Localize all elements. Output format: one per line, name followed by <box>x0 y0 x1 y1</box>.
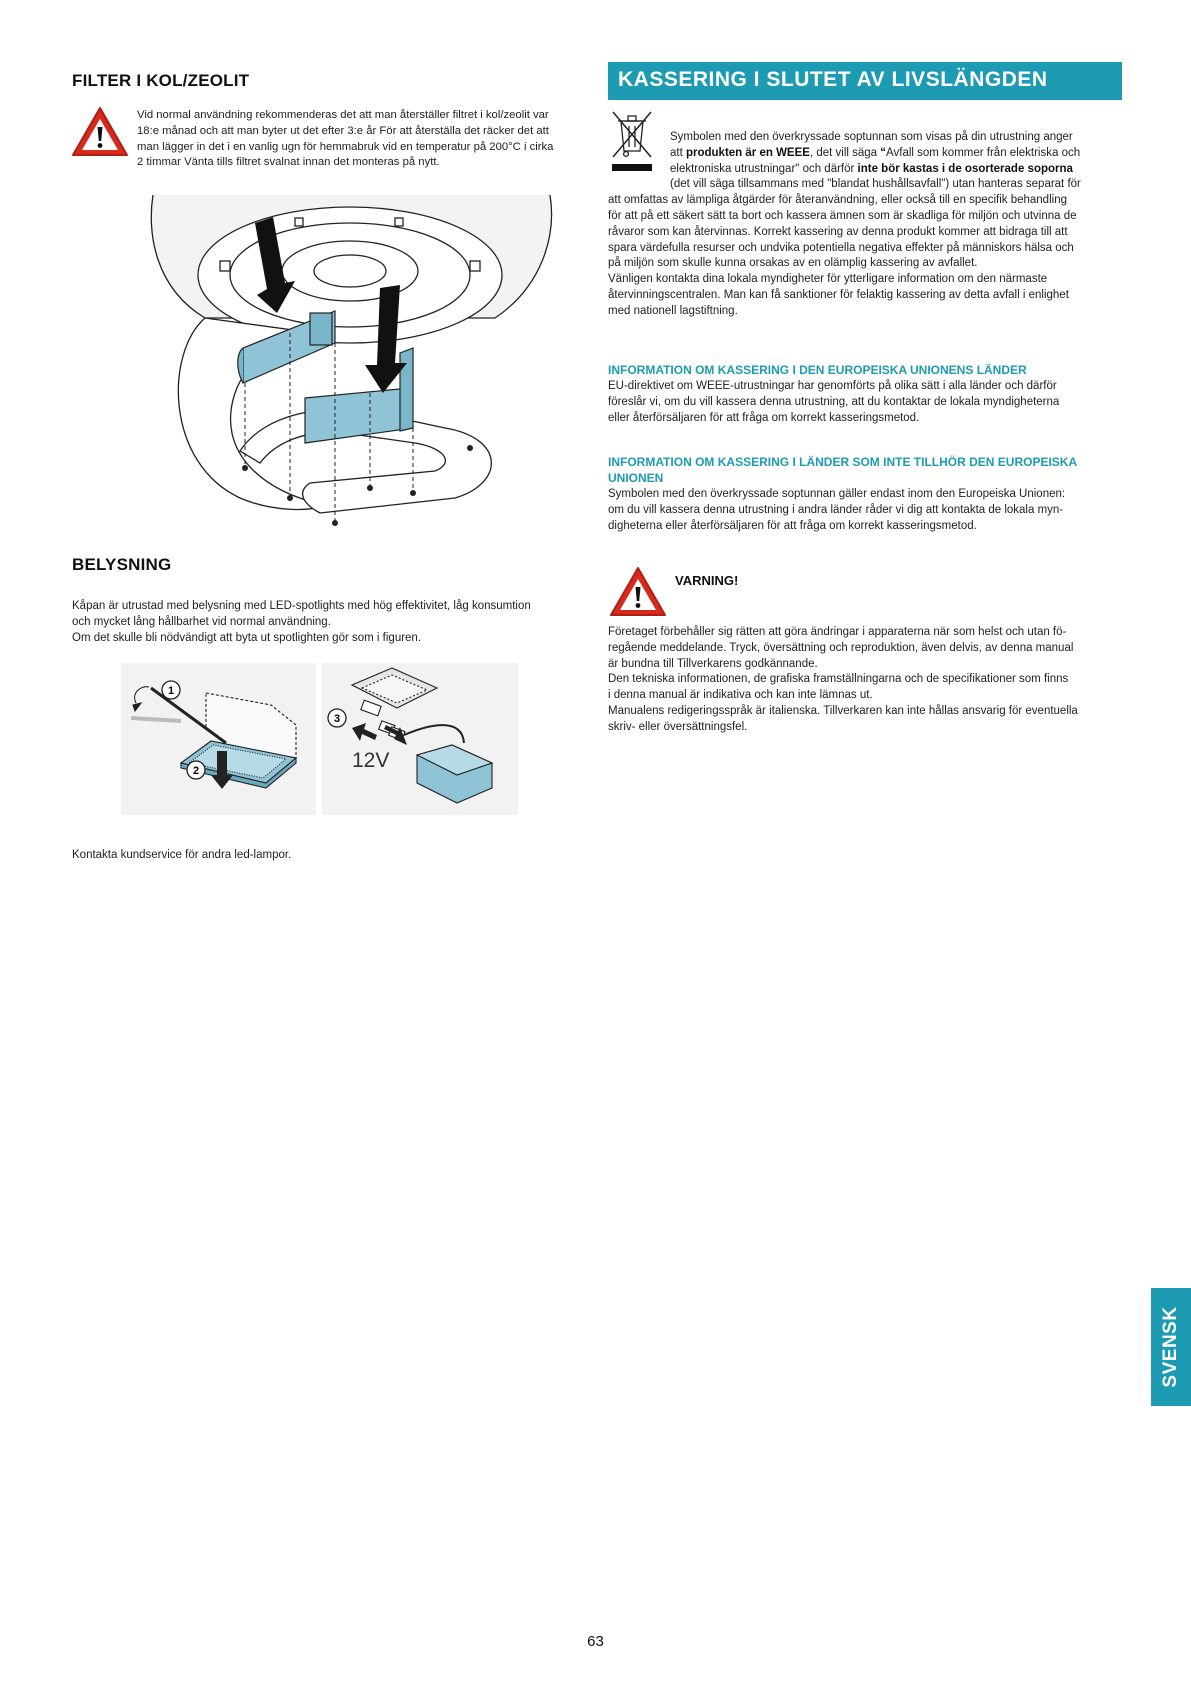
text-line: 18:e månad och att man byter ut det efter 3:e år För att återställa det räcker det att <box>137 124 549 137</box>
language-tab-label: SVENSK <box>1160 1306 1181 1388</box>
lighting-heading: BELYSNING <box>72 555 172 574</box>
text-line: spara värdefulla resurser och undvika potentiella negativa effekter på människors hälsa och <box>608 241 1074 254</box>
filter-heading: FILTER I KOL/ZEOLIT <box>72 71 250 90</box>
filter-text <box>137 108 577 171</box>
text-line: i denna manual är indikativa och kan inte lämnas ut. <box>608 689 873 702</box>
text-line: om du vill kassera denna utrustning i andra länder råder vi dig att kontakta de lokala myn- <box>608 503 1064 516</box>
warning-text <box>608 625 1122 736</box>
text-line: att omfattas av lämpliga åtgärder för återanvändning, eller också till en specifik behandling <box>608 194 1067 207</box>
text-line: Om det skulle bli nödvändigt att byta ut spotlighten gör som i figuren. <box>72 631 422 644</box>
text-line: och mycket lång hållbarhet vid normal användning. <box>72 615 331 628</box>
step-label-3: 3 <box>333 713 341 725</box>
text-line: elektroniska utrustningar" och därför inte bör kastas i de osorterade soporna <box>670 162 1073 175</box>
text-line: Manualens redigeringsspråk är italienska. Tillverkaren kan inte hållas ansvarig för eventuella <box>608 704 1078 717</box>
warning-triangle-icon <box>608 565 668 619</box>
text-line: på miljön som skulle kunna orsakas av en olämplig kassering av avfallet. <box>608 257 978 270</box>
eu-info-heading: INFORMATION OM KASSERING I DEN EUROPEISKA UNIONENS LÄNDER <box>608 363 1027 377</box>
warning-triangle-icon <box>70 105 130 159</box>
heading-line: INFORMATION OM KASSERING I LÄNDER SOM INTE TILLHÖR DEN EUROPEISKA <box>608 455 1078 469</box>
text-line: regående meddelande. Tryck, översättning och reproduktion, även delvis, av denna manual <box>608 641 1074 654</box>
voltage-label: 12V <box>352 749 390 772</box>
text-line: 2 timmar Vänta tills filtret svalnat innan det monteras på nytt. <box>137 156 440 169</box>
disposal-banner-title: KASSERING I SLUTET AV LIVSLÄNGDEN <box>618 68 1048 91</box>
warning-heading: VARNING! <box>675 573 739 588</box>
text-line: återvinningscentralen. Man kan få sanktioner för felaktig kassering av detta avfall i enlighet <box>608 288 1069 301</box>
text-line: Företaget förbehåller sig rätten att göra ändringar i apparaterna när som helst och utan fö- <box>608 626 1067 638</box>
non-eu-info-text <box>608 487 1122 534</box>
led-service-note: Kontakta kundservice för andra led-lampor. <box>72 849 292 861</box>
led-removal-figure <box>121 663 316 815</box>
text-line: man lägger in det i en vanlig ugn för hemmabruk vid en temperatur på 200°C i cirka <box>137 140 554 153</box>
disposal-banner <box>608 62 1122 100</box>
text-line: EU-direktivet om WEEE-utrustningar har genomförts på olika sätt i alla länder och därför <box>608 380 1057 392</box>
disposal-text <box>608 130 1122 320</box>
text-line: är bundna till Tillverkarens godkännande. <box>608 657 818 670</box>
text-line: med nationell lagstiftning. <box>608 304 738 317</box>
lighting-text <box>72 599 592 646</box>
non-eu-info-heading <box>608 455 1122 486</box>
eu-info-text <box>608 379 1122 426</box>
filter-installation-illustration <box>145 193 560 538</box>
text-line: att produkten är en WEEE, det vill säga “Avfall som kommer från elektriska och <box>670 146 1081 159</box>
text-line: Symbolen med den överkryssade soptunnan som visas på din utrustning anger <box>670 131 1073 143</box>
text-line: (det vill säga tillsammans med "blandat hushållsavfall") utan hanteras separat för <box>670 178 1081 191</box>
text-line: skriv- eller översättningsfel. <box>608 720 748 733</box>
text-line: föreslår vi, om du vill kassera denna utrustning, att du kontaktar de lokala myndigheterna <box>608 395 1060 408</box>
text-line: Vid normal användning rekommenderas det att man återställer filtret i kol/zeolit var <box>137 109 549 121</box>
page-number: 63 <box>587 1633 604 1650</box>
text-line: för att på ett säkert sätt ta bort och kassera ämnen som är skadliga för miljön och utvinna de <box>608 209 1077 222</box>
text-line: Vänligen kontakta dina lokala myndigheter för ytterligare information om den närmaste <box>608 273 1048 286</box>
led-disconnect-figure <box>322 663 518 815</box>
text-line: eller återförsäljaren för att fråga om korrekt kasseringsmetod. <box>608 411 920 424</box>
language-tab <box>1151 1288 1191 1406</box>
step-label-2: 2 <box>192 765 200 777</box>
text-line: digheterna eller återförsäljaren för att fråga om korrekt kasseringsmetod. <box>608 519 977 532</box>
text-line: Den tekniska informationen, de grafiska framställningarna och de specifikationer som finns <box>608 673 1069 686</box>
text-line: råvaror som kan återvinnas. Korrekt kassering av denna produkt kommer att bidraga till att <box>608 225 1068 238</box>
text-line: Symbolen med den överkryssade soptunnan gäller endast inom den Europeiska Unionen: <box>608 488 1066 500</box>
heading-line: UNIONEN <box>608 470 664 485</box>
step-label-1: 1 <box>167 685 175 697</box>
text-line: Kåpan är utrustad med belysning med LED-spotlights med hög effektivitet, låg konsumtion <box>72 600 531 612</box>
